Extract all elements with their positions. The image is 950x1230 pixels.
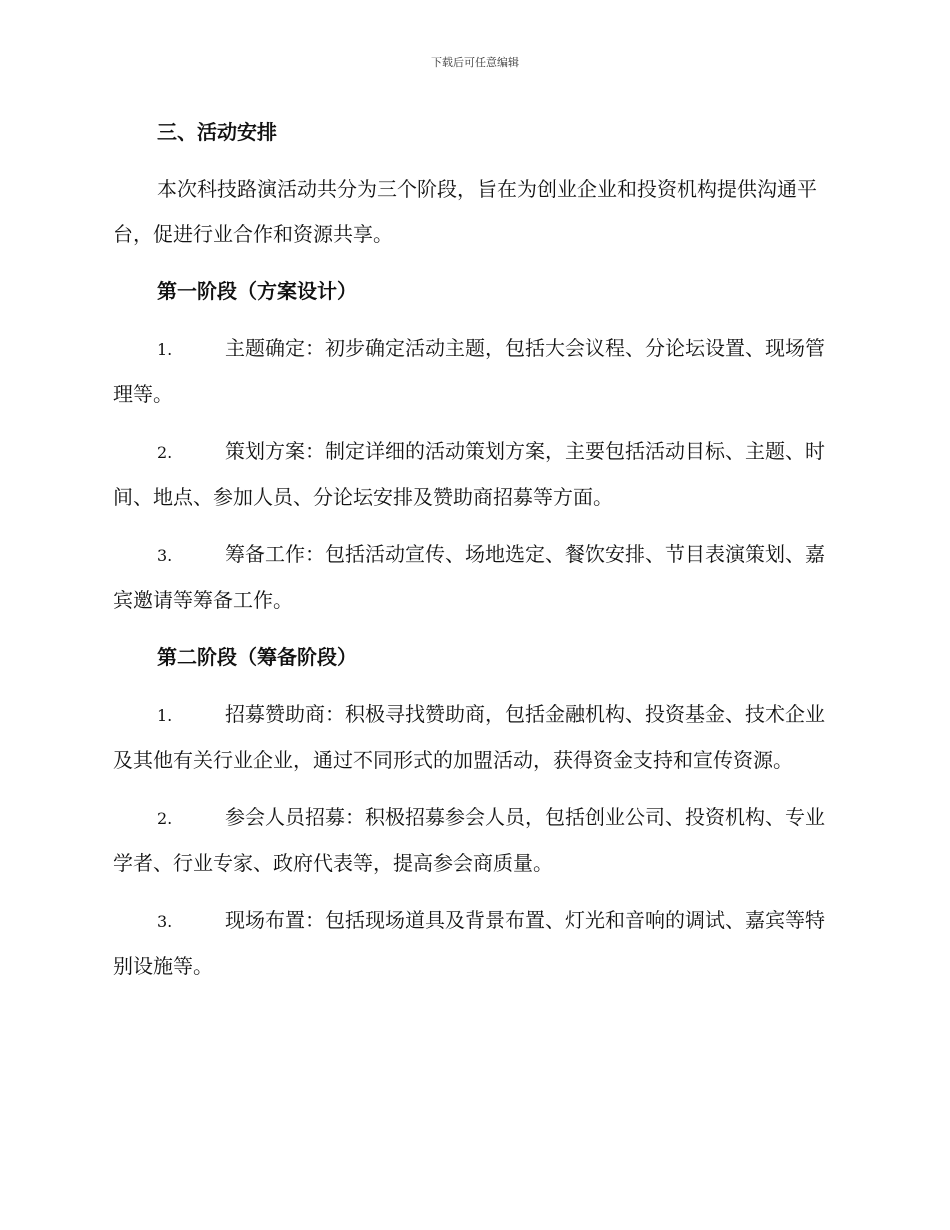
phase-2-item-1 [113, 692, 835, 783]
phase-1-item-1 [113, 326, 835, 417]
header-note: 下载后可任意编辑 [431, 56, 519, 69]
item-number: 1. [157, 706, 173, 725]
section-title: 三、活动安排 [157, 120, 277, 144]
item-number: 3. [157, 546, 173, 565]
item-number: 1. [157, 340, 173, 359]
phase-1-item-3 [113, 532, 835, 623]
item-number: 2. [157, 443, 173, 462]
item-text: 策划方案：制定详细的活动策划方案，主要包括活动目标、主题、时间、地点、参加人员、分论坛安排及赞助商招募等方面。 [113, 439, 825, 509]
phase-2-item-3 [113, 898, 835, 989]
item-number: 2. [157, 809, 173, 828]
document-body [113, 110, 835, 1001]
phase-2-item-2 [113, 795, 835, 886]
item-text: 参会人员招募：积极招募参会人员，包括创业公司、投资机构、专业学者、行业专家、政府代表等，提高参会商质量。 [113, 805, 825, 875]
item-text: 主题确定：初步确定活动主题，包括大会议程、分论坛设置、现场管理等。 [113, 336, 825, 406]
item-text: 招募赞助商：积极寻找赞助商，包括金融机构、投资基金、技术企业及其他有关行业企业，通过不同形式的加盟活动，获得资金支持和宣传资源。 [113, 702, 825, 772]
section-intro: 本次科技路演活动共分为三个阶段，旨在为创业企业和投资机构提供沟通平台，促进行业合作和资源共享。 [113, 177, 817, 246]
item-number: 3. [157, 912, 173, 931]
item-text: 筹备工作：包括活动宣传、场地选定、餐饮安排、节目表演策划、嘉宾邀请等筹备工作。 [113, 542, 825, 612]
phase-1-title: 第一阶段（方案设计） [157, 279, 357, 303]
phase-1-item-2 [113, 429, 835, 520]
item-text: 现场布置：包括现场道具及背景布置、灯光和音响的调试、嘉宾等特别设施等。 [113, 908, 825, 978]
phase-2-title: 第二阶段（筹备阶段） [157, 645, 357, 669]
